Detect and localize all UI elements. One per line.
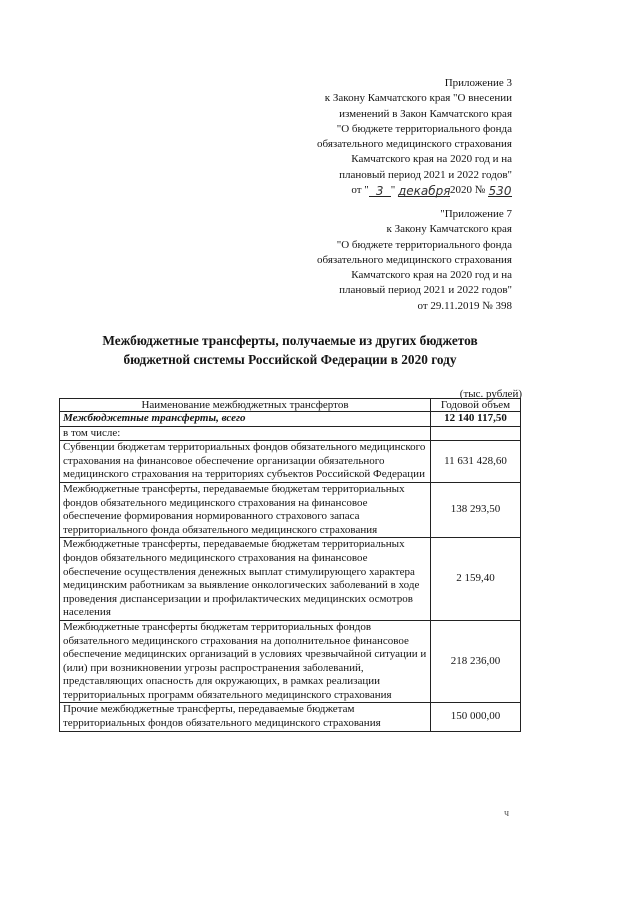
row-name-cell: Межбюджетные трансферты, передаваемые бюджетам территориальных фондов обязательного медицинского страхования на финансовое обеспечение формирования нормированного страхового запаса территориального фонда обязательного медицинского страхования — [60, 482, 431, 537]
corner-mark: ч — [504, 808, 510, 819]
row-value-cell: 11 631 428,60 — [431, 441, 521, 483]
total-value-cell: 12 140 117,50 — [431, 412, 521, 427]
date-day: 3 — [375, 184, 384, 199]
date-day-field — [369, 184, 391, 197]
appendix-3-header — [317, 76, 512, 198]
appendix-7-line: плановый период 2021 и 2022 годов" — [339, 284, 512, 297]
appendix-7-line: от 29.11.2019 № 398 — [417, 299, 512, 312]
date-prefix: от " — [351, 184, 369, 197]
appendix-7-line: к Закону Камчатского края — [386, 223, 512, 236]
total-label-cell: Межбюджетные трансферты, всего — [60, 412, 431, 427]
title-line: Межбюджетные трансферты, получаемые из других бюджетов — [102, 333, 478, 348]
row-value-cell: 2 159,40 — [431, 538, 521, 621]
appendix-3-line: Камчатского края на 2020 год и на — [351, 153, 512, 166]
row-value-cell: 218 236,00 — [431, 620, 521, 703]
table-row — [60, 620, 521, 703]
date-year: 2020 — [450, 184, 472, 197]
row-name-cell: Межбюджетные трансферты, передаваемые бюджетам территориальных фондов обязательного медицинского страхования на финансовое обеспечение осуществления денежных выплат стимулирующего характера медицинским работникам за выявление онкологических заболеваний в ходе проведения диспансеризации и профилактических медицинских осмотров населения — [60, 538, 431, 621]
appendix-3-line: Приложение 3 — [444, 77, 512, 89]
header-name-cell: Наименование межбюджетных трансфертов — [60, 399, 431, 412]
row-name-cell: Субвенции бюджетам территориальных фондов обязательного медицинского страхования на финансовое обеспечение организации обязательного медицинского страхования на территориях субъектов Российской Федерации — [60, 441, 431, 483]
appendix-7-line: обязательного медицинского страхования — [317, 253, 512, 266]
table-row — [60, 441, 521, 483]
empty-value-cell — [431, 426, 521, 441]
row-name-cell: Межбюджетные трансферты бюджетам территориальных фондов обязательного медицинского страхования на дополнительное финансовое обеспечение медицинских организаций в условиях чрезвычайной ситуации и (или) при возникновении угрозы распространения заболеваний, представляющих опасность для окружающих, в рамках реализации территориальных программ обязательного медицинского страхования — [60, 620, 431, 703]
date-month-field — [398, 184, 450, 197]
table-row — [60, 482, 521, 537]
table-header-row — [60, 399, 521, 412]
appendix-3-date-line — [317, 183, 512, 198]
date-quote: " — [390, 184, 396, 197]
appendix-7-line: "О бюджете территориального фонда — [336, 238, 512, 251]
law-number: 530 — [488, 184, 512, 199]
number-sign: № — [474, 184, 486, 197]
appendix-3-line: "О бюджете территориального фонда — [336, 122, 512, 135]
appendix-3-line: к Закону Камчатского края "О внесении — [324, 92, 512, 105]
header-value-cell: Годовой объем — [431, 399, 521, 412]
transfers-table — [59, 398, 521, 732]
table-row — [60, 538, 521, 621]
table-total-row — [60, 412, 521, 427]
appendix-7-header — [317, 207, 512, 314]
appendix-3-line: обязательного медицинского страхования — [317, 138, 512, 151]
appendix-3-line: изменений в Закон Камчатского края — [339, 107, 512, 120]
appendix-7-line: "Приложение 7 — [440, 208, 512, 220]
document-title — [60, 331, 520, 369]
row-value-cell: 150 000,00 — [431, 703, 521, 731]
row-name-cell: Прочие межбюджетные трансферты, передаваемые бюджетам территориальных фондов обязательного медицинского страхования — [60, 703, 431, 731]
including-label-cell: в том числе: — [60, 426, 431, 441]
table-including-row — [60, 426, 521, 441]
date-month: декабря — [398, 184, 451, 199]
units-label: (тыс. рублей) — [459, 388, 522, 400]
row-value-cell: 138 293,50 — [431, 482, 521, 537]
title-line: бюджетной системы Российской Федерации в 2020 году — [123, 352, 457, 367]
table-row — [60, 703, 521, 731]
number-field — [488, 184, 512, 197]
appendix-7-line: Камчатского края на 2020 год и на — [351, 269, 512, 282]
appendix-3-line: плановый период 2021 и 2022 годов" — [339, 168, 512, 181]
